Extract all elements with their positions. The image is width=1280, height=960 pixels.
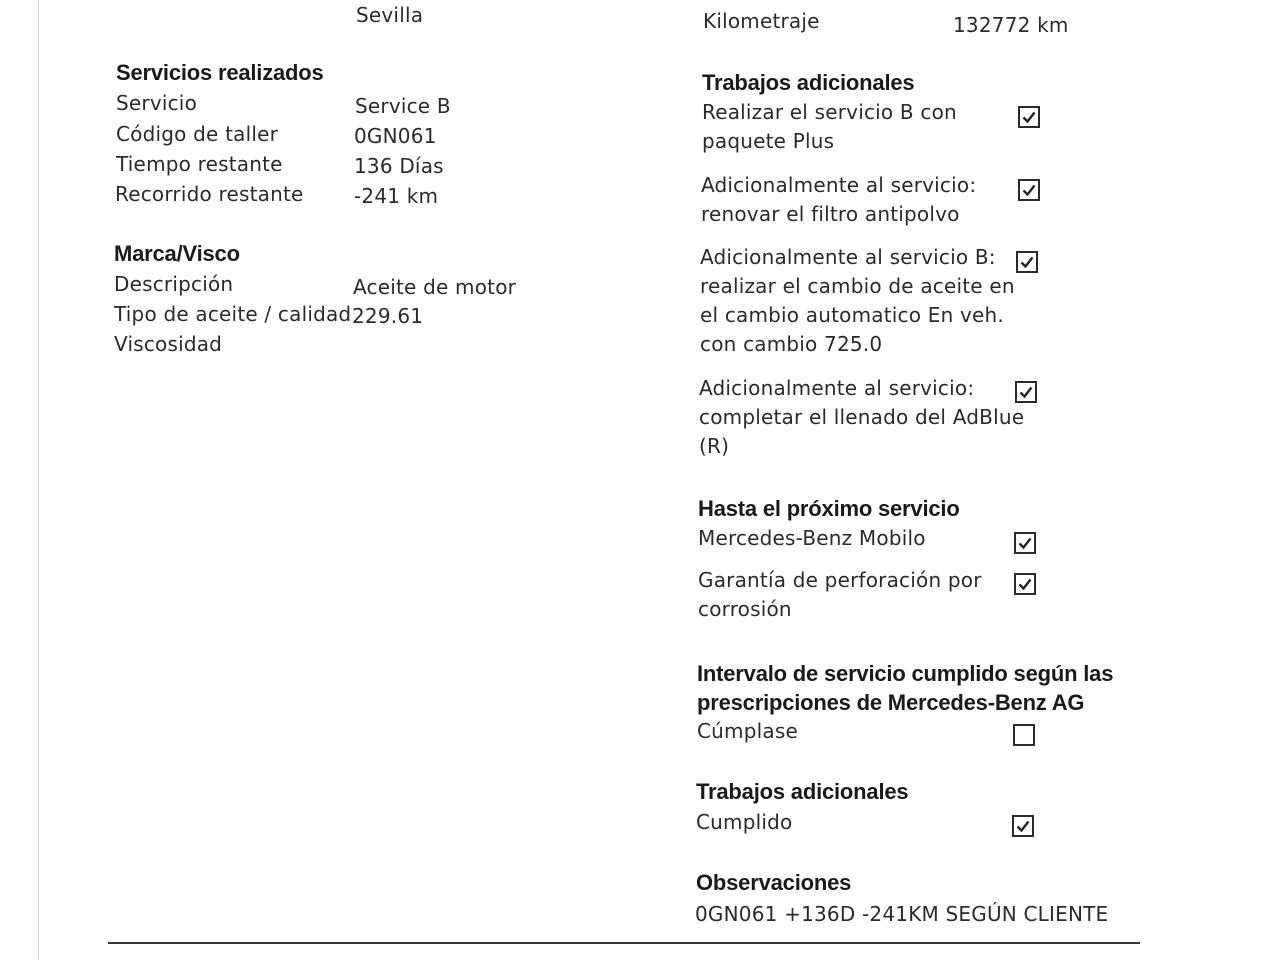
additional-item-1-line-2: paquete Plus xyxy=(702,129,835,153)
checkmark-icon xyxy=(1018,536,1032,550)
additional-work-2-heading: Trabajos adicionales xyxy=(696,779,909,804)
oil-heading: Marca/Visco xyxy=(114,241,240,266)
interval-item-label: Cúmplase xyxy=(697,719,798,743)
description-value: Aceite de motor xyxy=(353,275,517,299)
interval-heading-line-2: prescripciones de Mercedes-Benz AG xyxy=(697,690,1085,715)
additional-item-3 xyxy=(700,243,1020,359)
service-label: Servicio xyxy=(116,91,198,115)
interval-item-checkbox[interactable] xyxy=(1013,724,1035,746)
services-heading: Servicios realizados xyxy=(116,60,324,85)
workshop-code-label: Código de taller xyxy=(116,122,279,146)
next-service-item-1 xyxy=(698,524,1018,553)
bottom-rule xyxy=(108,942,1140,944)
additional-item-2-line-2: renovar el filtro antipolvo xyxy=(701,202,960,226)
next-service-item-1-checkbox[interactable] xyxy=(1014,532,1036,554)
checkmark-icon xyxy=(1016,819,1030,833)
viscosity-label: Viscosidad xyxy=(114,332,223,356)
additional-item-4 xyxy=(699,374,1025,461)
mileage-label: Kilometraje xyxy=(703,9,820,33)
checkmark-icon xyxy=(1022,183,1036,197)
additional-item-4-line-1: Adicionalmente al servicio: xyxy=(699,376,975,400)
interval-heading-line-1: Intervalo de servicio cumplido según las xyxy=(697,661,1114,686)
next-service-item-1-line-1: Mercedes-Benz Mobilo xyxy=(698,526,926,550)
checkmark-icon xyxy=(1019,385,1033,399)
additional-item-4-checkbox[interactable] xyxy=(1015,381,1037,403)
additional-item-2 xyxy=(701,171,1021,229)
oil-type-value: 229.61 xyxy=(352,304,424,328)
additional-item-3-line-1: Adicionalmente al servicio B: xyxy=(700,245,996,269)
workshop-code-value: 0GN061 xyxy=(354,124,437,148)
remaining-distance-label: Recorrido restante xyxy=(115,182,304,206)
additional-work-2-label: Cumplido xyxy=(696,810,793,834)
next-service-item-2-line-1: Garantía de perforación por xyxy=(698,568,982,592)
observations-text: 0GN061 +136D -241KM SEGÚN CLIENTE xyxy=(695,902,1109,926)
additional-item-3-line-2: realizar el cambio de aceite en xyxy=(700,274,1015,298)
additional-item-1 xyxy=(702,98,1022,156)
description-label: Descripción xyxy=(114,272,234,296)
mileage-value: 132772 km xyxy=(953,13,1069,37)
next-service-item-2-line-2: corrosión xyxy=(698,597,792,621)
additional-item-4-line-2: completar el llenado del AdBlue xyxy=(699,405,1025,429)
observations-heading: Observaciones xyxy=(696,870,852,895)
additional-work-heading: Trabajos adicionales xyxy=(702,70,915,95)
service-value: Service B xyxy=(355,94,451,118)
additional-item-3-checkbox[interactable] xyxy=(1016,251,1038,273)
checkmark-icon xyxy=(1020,255,1034,269)
next-service-heading: Hasta el próximo servicio xyxy=(698,496,960,521)
remaining-time-value: 136 Días xyxy=(354,154,444,178)
additional-item-2-checkbox[interactable] xyxy=(1018,179,1040,201)
checkmark-icon xyxy=(1018,577,1032,591)
next-service-item-2 xyxy=(698,566,1018,624)
scan-edge xyxy=(38,0,39,960)
additional-work-2-checkbox[interactable] xyxy=(1012,815,1034,837)
next-service-item-2-checkbox[interactable] xyxy=(1014,573,1036,595)
additional-item-1-checkbox[interactable] xyxy=(1018,106,1040,128)
additional-item-3-line-4: con cambio 725.0 xyxy=(700,332,883,356)
additional-item-3-line-3: el cambio automatico En veh. xyxy=(700,303,1004,327)
additional-item-4-line-3: (R) xyxy=(699,434,730,458)
city-value: Sevilla xyxy=(356,3,424,27)
checkmark-icon xyxy=(1022,110,1036,124)
remaining-time-label: Tiempo restante xyxy=(116,152,283,176)
additional-item-2-line-1: Adicionalmente al servicio: xyxy=(701,173,977,197)
additional-item-1-line-1: Realizar el servicio B con xyxy=(702,100,957,124)
remaining-distance-value: -241 km xyxy=(354,184,439,208)
oil-type-label: Tipo de aceite / calidad xyxy=(114,302,352,326)
